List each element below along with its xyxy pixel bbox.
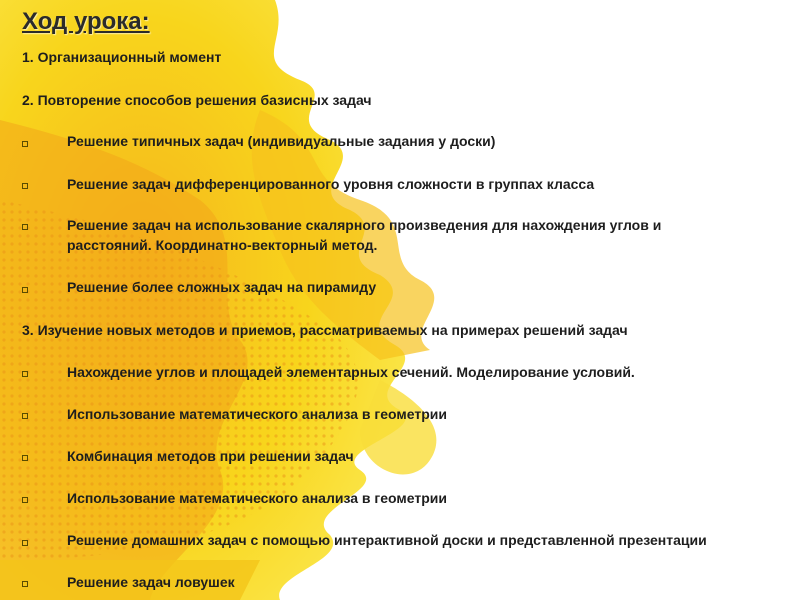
square-bullet-icon bbox=[22, 581, 28, 587]
square-bullet-icon bbox=[22, 497, 28, 503]
list-item-line-2: расстояний. Координатно-векторный метод. bbox=[67, 237, 378, 253]
square-bullet-icon bbox=[22, 141, 28, 147]
list-item: Решение задач ловушек bbox=[67, 574, 235, 590]
square-bullet-icon bbox=[22, 183, 28, 189]
list-item-line-1: Решение задач на использование скалярного произведения для нахождения углов и bbox=[67, 217, 662, 233]
section-3-label: 3. Изучение новых методов и приемов, рассматриваемых на примерах решений задач bbox=[22, 322, 628, 338]
square-bullet-icon bbox=[22, 224, 28, 230]
list-item: Нахождение углов и площадей элементарных сечений. Моделирование условий. bbox=[67, 364, 635, 380]
square-bullet-icon bbox=[22, 287, 28, 293]
slide-title: Ход урока: bbox=[22, 8, 150, 35]
list-item: Решение задач дифференцированного уровня сложности в группах класса bbox=[67, 176, 595, 192]
list-item: Решение типичных задач (индивидуальные задания у доски) bbox=[67, 133, 496, 149]
list-item: Использование математического анализа в геометрии bbox=[67, 406, 447, 422]
list-item: Комбинация методов при решении задач bbox=[67, 448, 354, 464]
section-2-label: 2. Повторение способов решения базисных задач bbox=[22, 92, 372, 108]
square-bullet-icon bbox=[22, 455, 28, 461]
list-item: Решение более сложных задач на пирамиду bbox=[67, 279, 377, 295]
square-bullet-icon bbox=[22, 540, 28, 546]
list-item: Использование математического анализа в геометрии bbox=[67, 490, 447, 506]
section-1-label: 1. Организационный момент bbox=[22, 49, 222, 65]
list-item: Решение домашних задач с помощью интерактивной доски и представленной презентации bbox=[67, 532, 707, 548]
square-bullet-icon bbox=[22, 413, 28, 419]
square-bullet-icon bbox=[22, 371, 28, 377]
